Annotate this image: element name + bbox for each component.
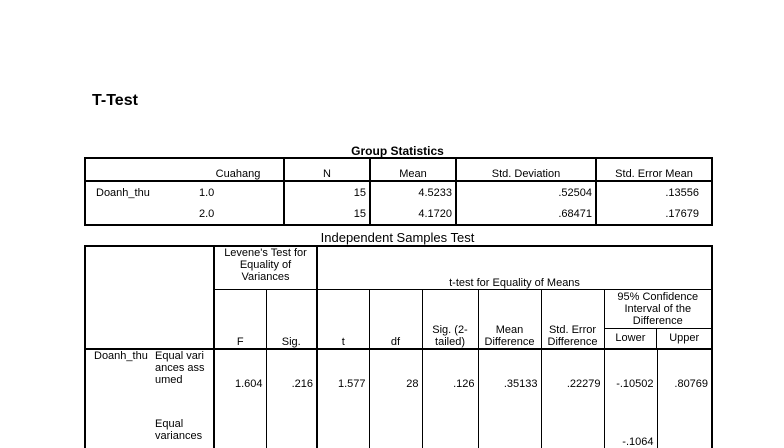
group-statistics-table [84,157,713,226]
df-cell: 28 [369,349,422,418]
table-header-row [85,158,712,181]
independent-test-caption: Independent Samples Test [320,230,475,245]
mean-cell: 4.5233 [370,181,456,203]
ci-subheaders [605,329,712,348]
mean-difference-cell: .35133 [478,349,541,418]
table-row [85,418,712,448]
variable-cell [85,203,193,225]
t-cell: 1.577 [317,349,369,418]
col-sig-2-tailed: Sig. (2-tailed) [422,290,478,350]
header-cell: Cuahang [193,158,284,181]
variable-cell: Doanh_thu [94,350,148,362]
table-row [85,349,712,418]
table-row [85,203,712,225]
upper-cell: .80769 [657,349,712,418]
sd-cell: .52504 [456,181,596,203]
col-sig: Sig. [266,290,317,350]
header-cell: Std. Error Mean [596,158,712,181]
mean-cell: 4.1720 [370,203,456,225]
t-cell [317,418,369,448]
f-cell [214,418,266,448]
blank-header-cell [85,246,214,349]
mean-difference-cell [478,418,541,448]
n-cell: 15 [284,203,370,225]
col-upper: Upper [656,329,711,348]
col-lower: Lower [615,332,646,344]
variable-cell [85,418,152,448]
sem-cell: .13556 [596,181,712,203]
independent-samples-table [84,245,713,448]
variable-cell: Doanh_thu [96,186,150,199]
f-cell: 1.604 [214,349,266,418]
sig-cell: .216 [266,349,317,418]
header-cell: Std. Deviation [456,158,596,181]
levene-header: Levene's Test for Equality of Variances [214,246,317,290]
page-heading: T-Test [92,92,138,109]
col-mean-difference: Mean Difference [478,290,541,350]
lower-cell: -.1064 [604,418,657,448]
col-f: F [214,290,266,350]
group-stats-caption: Group Statistics [351,144,444,158]
sd-cell: .68471 [456,203,596,225]
std-error-difference-cell: .22279 [541,349,604,418]
std-error-difference-cell [541,418,604,448]
sig-cell [266,418,317,448]
group-cell: 1.0 [199,186,215,199]
sig-2-tailed-cell [422,418,478,448]
header-cell: Mean [370,158,456,181]
table-header-row [85,246,712,290]
group-cell: 2.0 [199,207,215,220]
col-t: t [317,290,369,350]
df-cell [369,418,422,448]
upper-cell [657,418,712,448]
sem-cell: .17679 [596,203,712,225]
ttest-header: t-test for Equality of Means [317,246,712,290]
ci-header: 95% Confidence Interval of the Difference [605,290,712,329]
ci-header-group [604,290,712,350]
n-cell: 15 [284,181,370,203]
sig-2-tailed-cell: .126 [422,349,478,418]
lower-cell: -.10502 [604,349,657,418]
header-cell [85,158,193,181]
header-cell: N [284,158,370,181]
table-row [85,181,712,203]
row-label-cell: Equal variances assumed [155,350,205,386]
col-std-error-difference: Std. Error Difference [541,290,604,350]
col-df: df [369,290,422,350]
row-label-cell: Equal variances [155,418,203,442]
